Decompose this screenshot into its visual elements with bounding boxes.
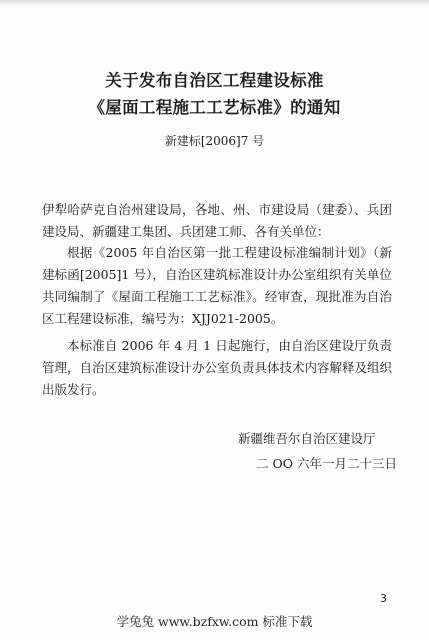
body-paragraph-2: 本标准自 2006 年 4 月 1 日起施行，由自治区建设厅负责管理，自治区建筑标准设计办公室负责具体技术内容解释及组织出版发行。	[42, 338, 393, 397]
page-number: 3	[380, 592, 387, 605]
notice-title-line2: 《屋面工程施工工艺标准》的通知	[88, 98, 341, 117]
page-top-edge	[0, 0, 429, 6]
body-paragraph-1: 根据《2005 年自治区第一批工程建设标准编制计划》（新建标函[2005]1 号），自治区建筑标准设计办公室组织有关单位共同编制了《屋面工程施工工艺标准》。经审查，现批准为自治区工程建设标准，编号为：XJJ021-2005。	[42, 245, 392, 326]
signature-organization: 新疆维吾尔自治区建设厅	[238, 431, 376, 446]
document-number: 新建标[2006]7 号	[164, 134, 265, 148]
addressee-paragraph: 伊犁哈萨克自治州建设局，各地、州、市建设局（建委）、兵团建设局、新疆建工集团、兵团建工师、各有关单位：	[42, 202, 392, 239]
download-watermark: 学兔兔 www.bzfxw.com 标准下载	[116, 614, 313, 629]
notice-title-line1: 关于发布自治区工程建设标准	[105, 71, 324, 90]
signature-date: 二 OO 六年一月二十三日	[256, 456, 397, 471]
